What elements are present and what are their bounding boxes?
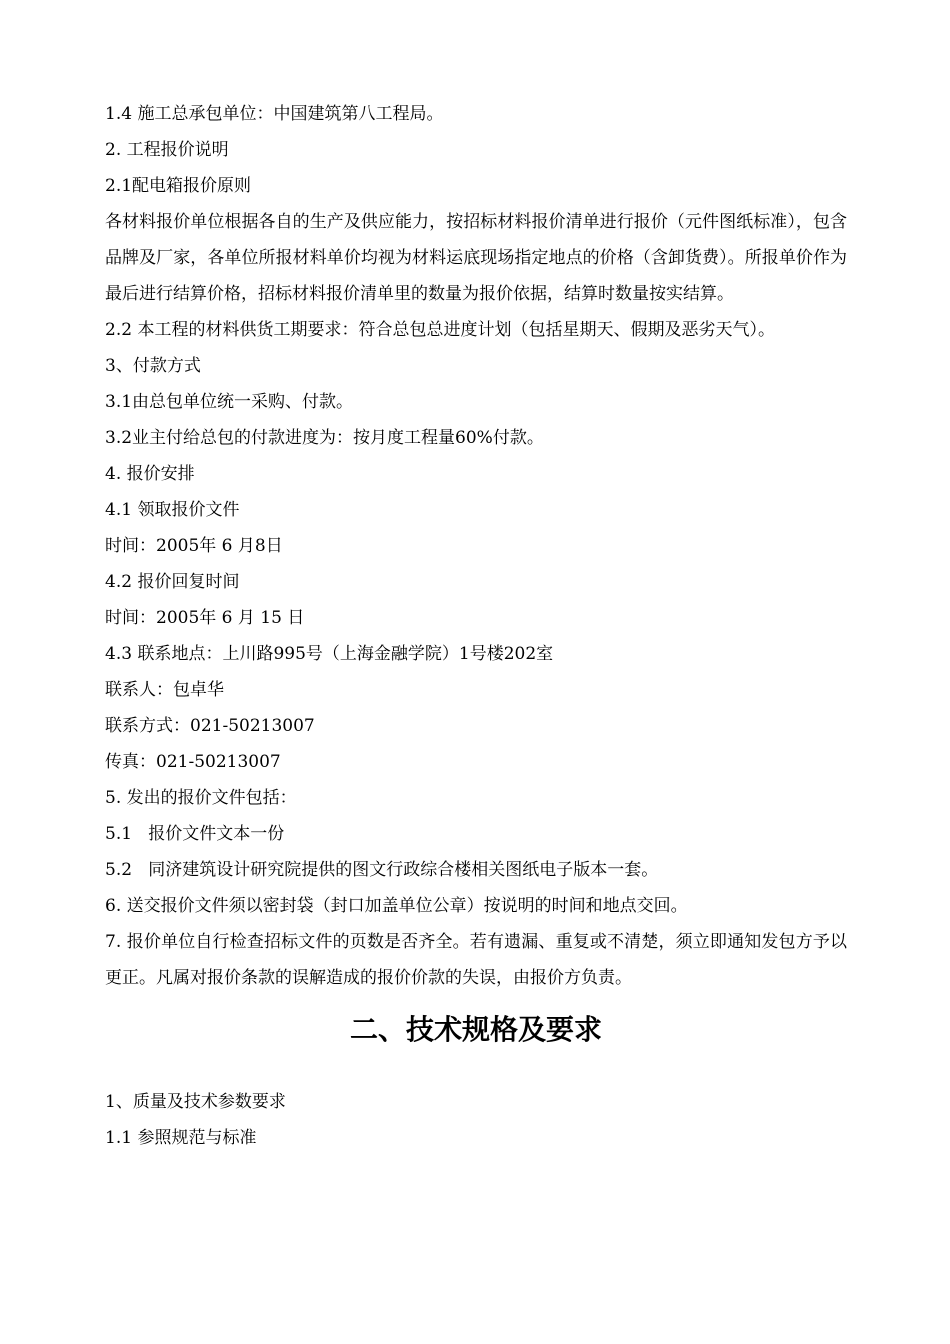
- item-4-2-time: 时间：2005年 6 月 15 日: [105, 608, 305, 628]
- item-2-1-title: 2.1配电箱报价原则: [105, 176, 252, 196]
- item-3-1: 3.1由总包单位统一采购、付款。: [105, 392, 354, 412]
- section-4-title: 4. 报价安排: [105, 464, 195, 484]
- item-4-3-location: 4.3 联系地点：上川路995号（上海金融学院）1号楼202室: [105, 644, 554, 664]
- contact-phone: 联系方式：021-50213007: [105, 716, 315, 736]
- subsection-1-title: 1、质量及技术参数要求: [105, 1092, 286, 1112]
- item-5-1: 5.1 报价文件文本一份: [105, 824, 285, 844]
- section-3-title: 3、付款方式: [105, 356, 201, 376]
- item-1-1-title: 1.1 参照规范与标准: [105, 1128, 257, 1148]
- document-body: [105, 96, 847, 1156]
- item-1-4-contractor: 1.4 施工总承包单位：中国建筑第八工程局。: [105, 104, 444, 124]
- item-7-paragraph: 7. 报价单位自行检查招标文件的页数是否齐全。若有遗漏、重复或不清楚，须立即通知发包方予以更正。凡属对报价条款的误解造成的报价价款的失误，由报价方负责。: [105, 932, 847, 988]
- contact-person: 联系人：包卓华: [105, 680, 224, 700]
- item-4-1: 4.1 领取报价文件: [105, 500, 240, 520]
- item-3-2: 3.2业主付给总包的付款进度为：按月度工程量60%付款。: [105, 428, 544, 448]
- section-heading-technical: 二、技术规格及要求: [349, 1013, 602, 1046]
- contact-fax: 传真：021-50213007: [105, 752, 281, 772]
- item-4-1-time: 时间：2005年 6 月8日: [105, 536, 283, 556]
- pricing-principle-paragraph: 各材料报价单位根据各自的生产及供应能力，按招标材料报价清单进行报价（元件图纸标准），包含品牌及厂家，各单位所报材料单价均视为材料运底现场指定地点的价格（含卸货费）。所报单价作为最后进行结算价格，招标材料报价清单里的数量为报价依据，结算时数量按实结算。: [105, 212, 847, 304]
- item-6: 6. 送交报价文件须以密封袋（封口加盖单位公章）按说明的时间和地点交回。: [105, 896, 688, 916]
- item-2-2-supply-period: 2.2 本工程的材料供货工期要求：符合总包总进度计划（包括星期天、假期及恶劣天气）。: [105, 320, 775, 340]
- item-5-2: 5.2 同济建筑设计研究院提供的图文行政综合楼相关图纸电子版本一套。: [105, 860, 659, 880]
- item-4-2: 4.2 报价回复时间: [105, 572, 240, 592]
- section-5-title: 5. 发出的报价文件包括：: [105, 788, 297, 808]
- section-2-title: 2. 工程报价说明: [105, 140, 229, 160]
